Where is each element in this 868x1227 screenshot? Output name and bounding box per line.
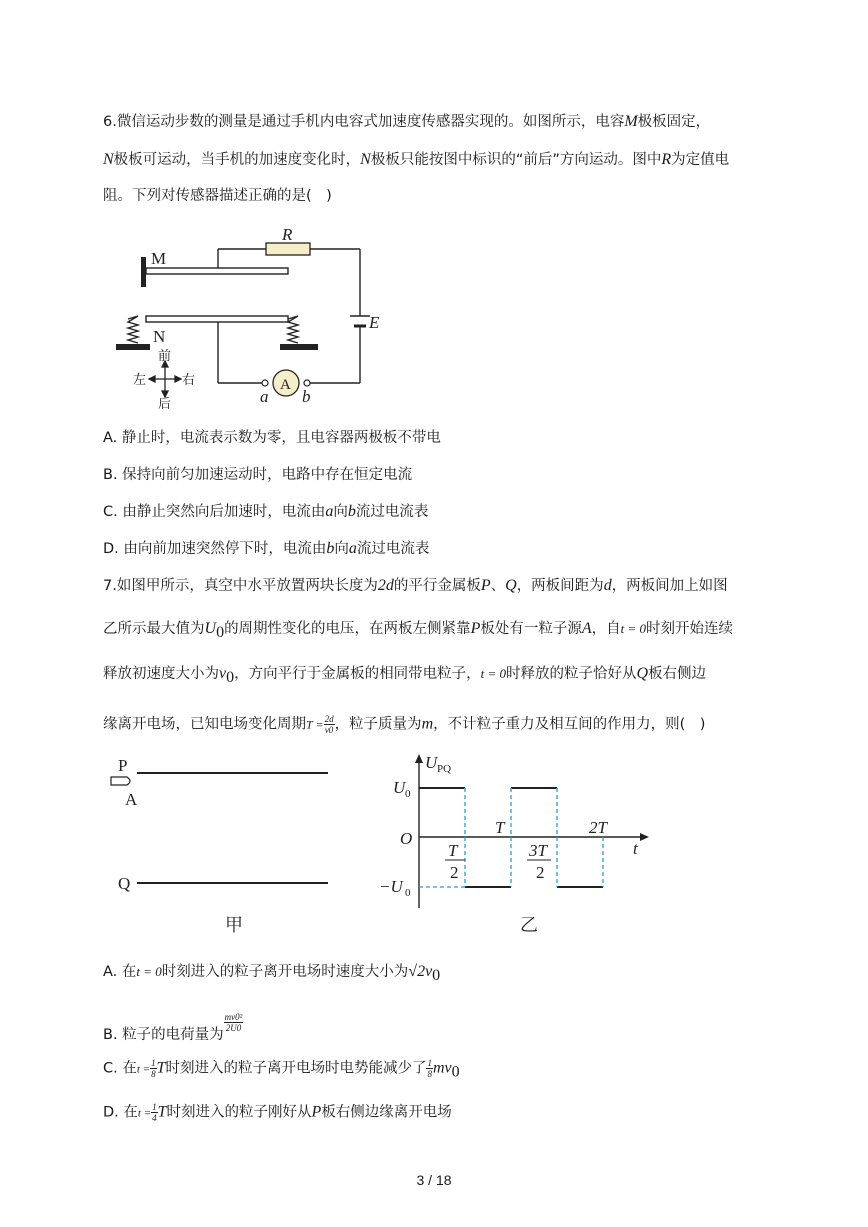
q7-figure-yi-voltage-graph xyxy=(375,748,660,938)
tick-T: T xyxy=(495,818,505,837)
q7-option-c: C. 在t = $\frac{1}{8}$ T时刻进入的粒子离开电场时电势能减少了 $\frac{1}{8}$ $mv_0$ xyxy=(103,1058,460,1081)
label-M: M xyxy=(151,249,167,268)
tick-neg-U0: −U xyxy=(379,877,403,896)
source-label-A: A xyxy=(125,790,138,809)
q6-line3: 阻。下列对传感器描述正确的是( ) xyxy=(103,188,332,204)
q7-line4: 缘离开电场，已知电场变化周期T = $\frac{2d}{v0}$ ，粒子质量为m，不计粒子重力及相互间的作用力，则( ) xyxy=(103,714,706,735)
label-b: b xyxy=(302,387,311,406)
tick-U0: U xyxy=(393,778,406,797)
plate-label-P: P xyxy=(118,756,128,775)
q6-option-b: B. 保持向前匀加速运动时，电路中存在恒定电流 xyxy=(103,467,413,483)
dir-back: 后 xyxy=(158,397,172,412)
caption-jia: 甲 xyxy=(225,915,243,936)
q6-option-c: C. 由静止突然向后加速时，电流由a向b流过电流表 xyxy=(103,503,429,520)
caption-yi: 乙 xyxy=(520,915,538,936)
label-R: R xyxy=(282,225,293,244)
svg-text:0: 0 xyxy=(405,788,411,800)
origin-O: O xyxy=(400,829,413,848)
tick-3half-T-den: 2 xyxy=(536,863,545,882)
q7-line1: 7.如图甲所示，真空中水平放置两块长度为2d的平行金属板P、Q，两板间距为d，两板间加上如图 xyxy=(103,577,728,594)
particle-source xyxy=(111,777,130,785)
dir-right: 右 xyxy=(182,373,196,388)
tick-2T: 2T xyxy=(589,818,607,837)
plate-label-Q: Q xyxy=(118,874,131,893)
dir-front: 前 xyxy=(158,349,172,364)
q7-option-b: B. 粒子的电荷量为 $\frac{\text{mv0²}}{2U0}$ xyxy=(103,1012,243,1043)
q7-option-d: D. 在t = $\frac{1}{4}$ T时刻进入的粒子刚好从P板右侧边缘离开电场 xyxy=(103,1102,452,1123)
q6-option-d: D. 由向前加速突然停下时，电流由b向a流过电流表 xyxy=(103,540,430,557)
q7-option-a: A. 在t = 0时刻进入的粒子离开电场时速度大小为$√2v_0$ xyxy=(103,963,441,984)
q7-line2: 乙所示最大值为$U_0$的周期性变化的电压，在两板左侧紧靠P板处有一粒子源A，自t = 0时刻开始连续 xyxy=(103,620,734,641)
tick-half-T-num: T xyxy=(448,841,458,860)
label-A: A xyxy=(280,377,291,393)
dir-left: 左 xyxy=(133,373,147,388)
resistor-R xyxy=(266,243,310,255)
q7-figure-jia xyxy=(105,755,345,940)
svg-text:0: 0 xyxy=(405,887,411,899)
label-N: N xyxy=(153,327,166,346)
q6-line2: N极板可运动，当手机的加速度变化时，N极板只能按图中标识的“前后”方向运动。图中R为定值电 xyxy=(103,151,730,168)
q6-option-a: A. 静止时，电流表示数为零，且电容器两极板不带电 xyxy=(103,430,441,446)
axis-label-t: t xyxy=(633,839,638,858)
q7-line3: 释放初速度大小为$v_0$，方向平行于金属板的相同带电粒子，t = 0时释放的粒子恰好从Q板右侧边 xyxy=(103,665,707,686)
axis-label-U: U xyxy=(425,753,438,772)
axis-label-sub: PQ xyxy=(437,763,452,775)
tick-3half-T-num: 3T xyxy=(529,841,547,860)
label-E: E xyxy=(369,313,380,332)
q6-line1: 6.微信运动步数的测量是通过手机内电容式加速度传感器实现的。如图所示，电容M极板固定， xyxy=(103,113,711,130)
label-a: a xyxy=(260,387,269,406)
page-number: 3 / 18 xyxy=(416,1172,452,1188)
tick-half-T-den: 2 xyxy=(450,863,459,882)
q6-circuit-figure xyxy=(108,222,398,412)
